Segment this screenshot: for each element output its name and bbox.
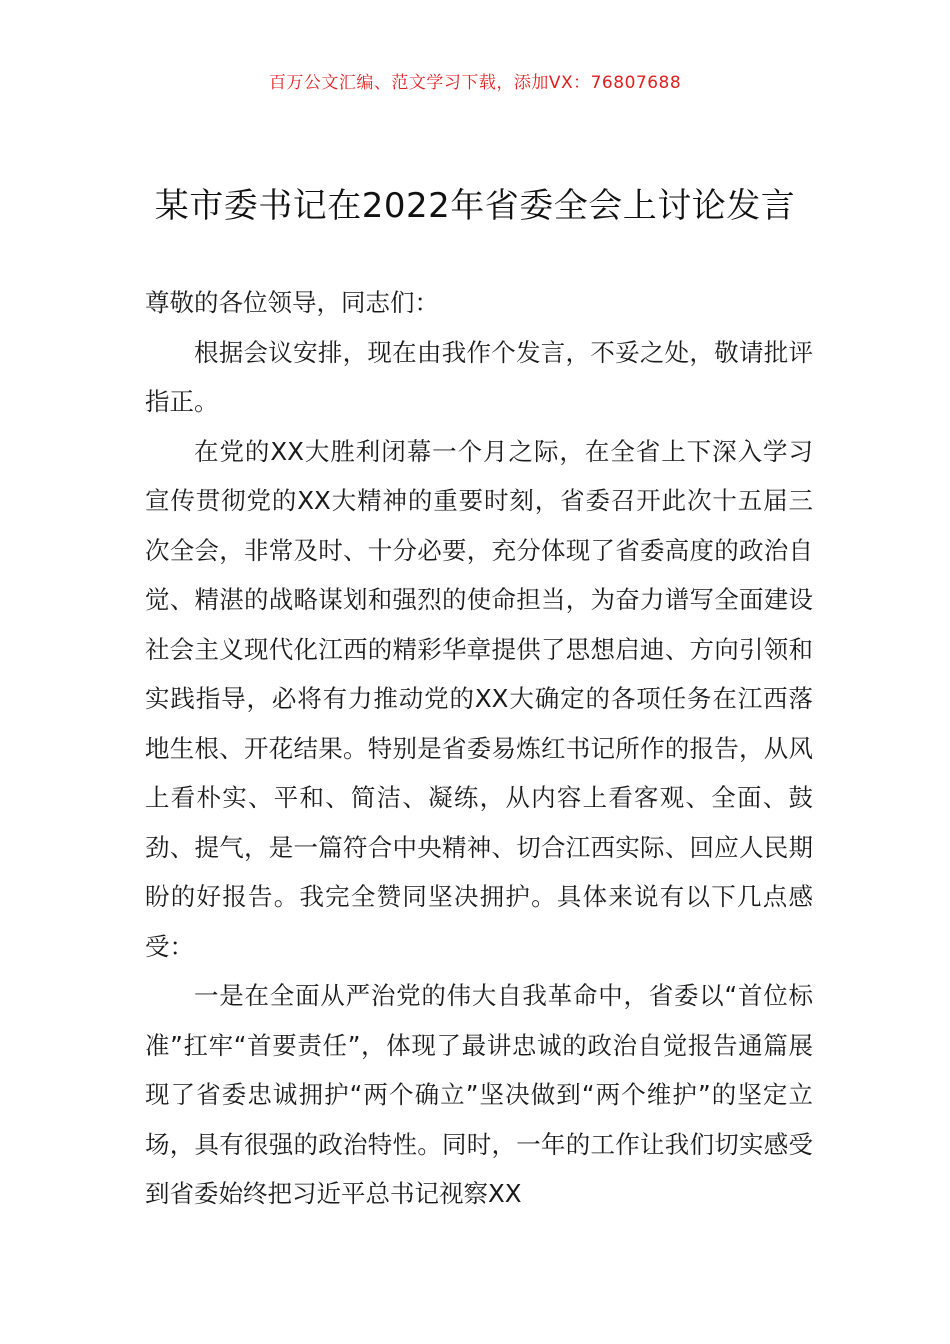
page-title: 某市委书记在2022年省委全会上讨论发言 [154,186,796,226]
salutation: 尊敬的各位领导，同志们： [145,288,439,317]
document-body [145,278,813,1219]
paragraph-context: 在党的XX大胜利闭幕一个月之际，在全省上下深入学习宣传贯彻党的XX大精神的重要时刻，省委召开此次十五届三次全会，非常及时、十分必要，充分体现了省委高度的政治自觉、精湛的战略谋划和强烈的使命担当，为奋力谱写全面建设社会主义现代化江西的精彩华章提供了思想启迪、方向引领和实践指导，必将有力推动党的XX大确定的各项任务在江西落地生根、开花结果。特别是省委易炼红书记所作的报告，从风上看朴实、平和、简洁、凝练，从内容上看客观、全面、鼓劲、提气，是一篇符合中央精神、切合江西实际、回应人民期盼的好报告。我完全赞同坚决拥护。具体来说有以下几点感受： [145,436,813,961]
header-watermark-note: 百万公文汇编、范文学习下载，添加VX：76807688 [268,73,682,93]
paragraph-intro: 根据会议安排，现在由我作个发言，不妥之处，敬请批评指正。 [145,337,813,416]
paragraph-point-one: 一是在全面从严治党的伟大自我革命中，省委以“首位标准”扛牢“首要责任”，体现了最讲忠诚的政治自觉报告通篇展现了省委忠诚拥护“两个确立”坚决做到“两个维护”的坚定立场，具有很强的政治特性。同时，一年的工作让我们切实感受到省委始终把习近平总书记视察XX [145,981,813,1208]
